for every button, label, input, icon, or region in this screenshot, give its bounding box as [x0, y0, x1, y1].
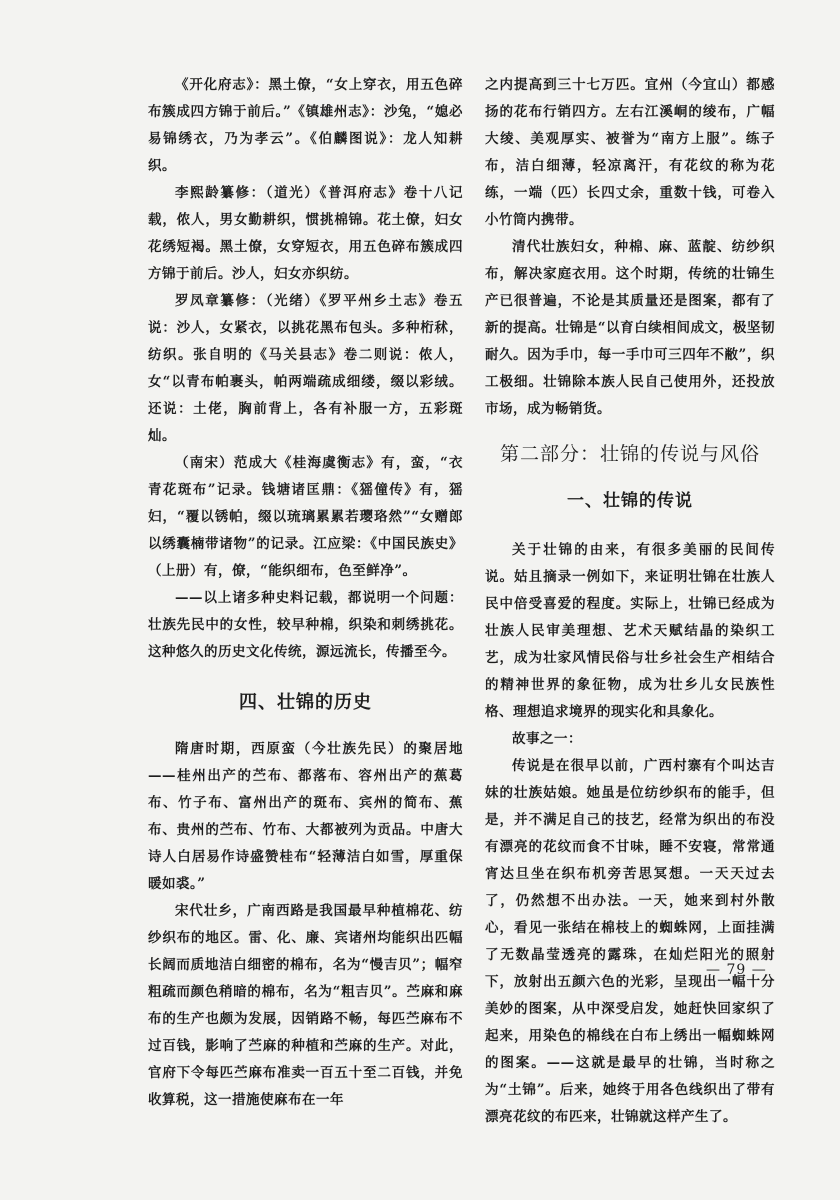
paragraph-puer-fuzhi: 李熙龄纂修：（道光）《普洱府志》卷十八记载，侬人，男女勤耕织，惯挑棉锦。花土僚，妇女花绣短褐。黑土僚，女穿短衣，用五色碎布簇成四方锦于前后。沙人，妇女亦织纺。 — [148, 185, 463, 282]
sub-heading-legend: 一、壮锦的传说 — [567, 491, 693, 511]
paragraph-kaihua-fuzhi: 《开化府志》：黑土僚，“女上穿衣，用五色碎布簇成四方锦于前后。”《镇雄州志》：沙兔，“媳必易锦绣衣，乃为孝云”。《伯麟图说》：龙人知耕织。 — [148, 77, 463, 174]
section-heading-history: 四、壮锦的历史 — [239, 692, 372, 713]
paragraph-qing-dynasty: 清代壮族妇女，种棉、麻、蓝靛、纺纱织布，解决家庭衣用。这个时期，传统的壮锦生产已很普遍，不论是其质量还是图案，都有了新的提高。壮锦是“以育白续相间成文，极坚韧耐久。因为手巾，每一手巾可三四年不敝”，织工极细。壮锦除本族人民自己使用外，还投放市场，成为畅销货。 — [485, 239, 775, 417]
paragraph-guihai-yuheng: （南宋）范成大《桂海虞衡志》有，蛮，“衣青花斑布”记录。钱塘诸匡鼎：《猺僮传》有，猺妇，“覆以锈帕，缀以琉璃累累若璎珞然”“女赠郎以绣囊楠带诸物”的记录。江应梁：《中国民族史》（上册）有，僚，“能织细布，色至鲜净”。 — [148, 455, 463, 579]
paragraph-story-one: 传说是在很早以前，广西村寨有个叫达吉妹的壮族姑娘。她虽是位纺纱织布的能手，但是，并不满足自己的技艺，经常为织出的布没有漂亮的花纹而食不甘味，睡不安寝，常常通宵达旦坐在织布机旁苦思冥想。一天天过去了，仍然想不出办法。一天，她来到村外散心，看见一张结在棉枝上的蜘蛛网，上面挂满了无数晶莹透亮的露珠，在灿烂阳光的照射下，放射出五颜六色的光彩，呈现出一幅十分美妙的图案，从中深受启发，她赶快回家织了起来，用染色的棉线在白布上绣出一幅蜘蛛网的图案。——这就是最早的壮锦，当时称之为“土锦”。后来，她终于用各色线织出了带有漂亮花纹的布匹来，壮锦就这样产生了。 — [485, 758, 775, 1125]
left-column — [148, 72, 463, 1114]
page-number: — 79 — — [706, 962, 767, 978]
paragraph-legend-intro: 关于壮锦的由来，有很多美丽的民间传说。姑且摘录一例如下，来证明壮锦在壮族人民中倍受喜爱的程度。实际上，壮锦已经成为壮族人民审美理想、艺术天赋结晶的染织工艺，成为壮家风情民俗与壮乡社会生产相结合的精神世界的象征物，成为壮乡儿女民族性格、理想追求境界的现实化和具象化。 — [485, 542, 775, 720]
paragraph-song-dynasty: 宋代壮乡，广南西路是我国最早种植棉花、纺纱织布的地区。雷、化、廉、宾诸州均能织出匹幅长阔而质地洁白细密的棉布，名为“慢吉贝”；幅窄粗疏而颜色稍暗的棉布，名为“粗吉贝”。苎麻和麻布的生产也颇为发展，因销路不畅，每匹苎麻布不过百钱，影响了苎麻的种植和苎麻的生产。对此，官府下令每匹苎麻布准卖一百五十至二百钱，并免收算税，这一措施使麻布在一年 — [148, 903, 463, 1108]
story-label: 故事之一： — [512, 731, 582, 747]
paragraph-summary: ——以上诸多种史料记载，都说明一个问题：壮族先民中的女性，较早种棉，织染和刺绣挑花。这种悠久的历史文化传统，源远流长，传播至今。 — [148, 590, 463, 660]
paragraph-sui-tang: 隋唐时期，西原蛮（今壮族先民）的聚居地——桂州出产的苎布、都落布、容州出产的蕉葛布、竹子布、富州出产的斑布、宾州的简布、蕉布、贵州的苎布、竹布、大都被列为贡品。中唐大诗人白居易作诗盛赞桂布“轻薄洁白如雪，厚重保暖如裘。” — [148, 741, 463, 892]
paragraph-continuation: 之内提高到三十七万匹。宜州（今宜山）都感扬的花布行销四方。左右江溪峒的绫布，广幅大绫、美观厚实、被誉为“南方上服”。练子布，洁白细薄，轻凉离汗，有花纹的称为花练，一端（匹）长四丈余，重数十钱，可卷入小竹筒内携带。 — [485, 77, 775, 228]
part-heading-legends-customs: 第二部分：壮锦的传说与风俗 — [499, 443, 760, 465]
paragraph-luoping-zhouzhi: 罗凤章纂修：（光绪）《罗平州乡土志》卷五说：沙人，女紧衣，以挑花黑布包头。多种桁秫，纺织。张自明的《马关县志》卷二则说：侬人，女“以青布帕裹头，帕两端疏成细缕，缀以彩绒。还说：土佬，胸前背上，各有补服一方，五彩斑灿。 — [148, 293, 463, 444]
